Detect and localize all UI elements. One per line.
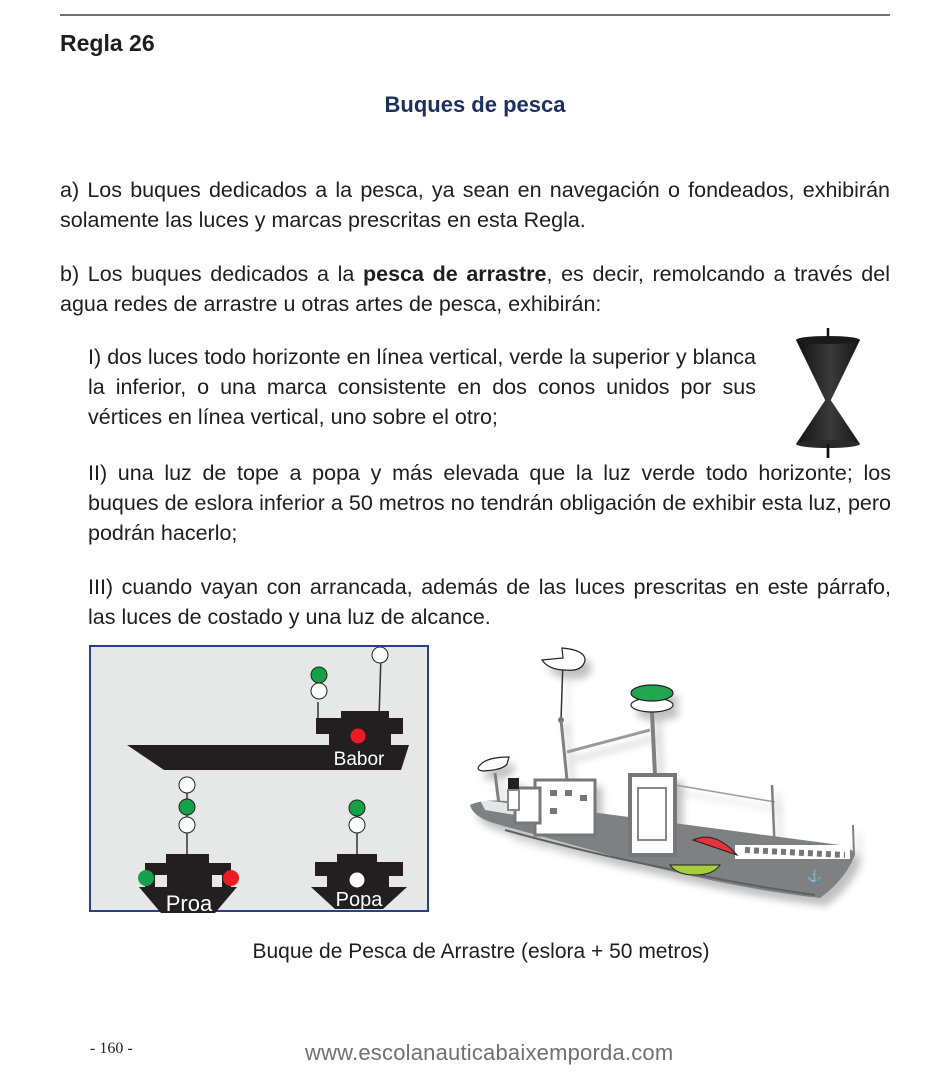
- footer-website-link[interactable]: www.escolanauticabaixemporda.com: [305, 1040, 674, 1065]
- babor-label: Babor: [333, 749, 385, 770]
- figure-caption: Buque de Pesca de Arrastre (eslora + 50 metros): [252, 940, 710, 963]
- paragraph-b: [60, 259, 890, 319]
- item-i: I) dos luces todo horizonte en línea vertical, verde la superior y blanca la inferior, o una marca consistente en dos conos unidos por sus vértices en línea vertical, uno sobre el otro;: [88, 345, 756, 429]
- item-iii: III) cuando vayan con arrancada, además de las luces prescritas en este párrafo, las luces de costado y una luz de alcance.: [88, 575, 891, 629]
- paragraph-a: a) Los buques dedicados a la pesca, ya sean en navegación o fondeados, exhibirán solamente las luces y marcas prescritas en esta Regla.: [60, 178, 890, 232]
- proa-label: Proa: [165, 891, 213, 914]
- paragraph-b-bold: pesca de arrastre: [362, 262, 547, 286]
- paragraph-b-prefix: b) Los buques dedicados a la: [60, 262, 363, 286]
- section-title: Buques de pesca: [384, 92, 566, 117]
- page-number: - 160 -: [90, 1040, 133, 1057]
- side-view-ship: [127, 647, 409, 770]
- anchor-icon: ⚓: [807, 869, 822, 883]
- rule-title: Regla 26: [60, 30, 155, 56]
- header-divider: [60, 14, 890, 16]
- popa-label: Popa: [335, 889, 383, 911]
- trawler-illustration: [445, 640, 870, 930]
- paragraph-b-suffix: , es decir, remolcando a través del agua redes de arrastre u otras artes de pesca, exhibirán:: [60, 262, 891, 316]
- bow-view-ship: [138, 777, 239, 914]
- item-ii: II) una luz de tope a popa y más elevada que la luz verde todo horizonte; los buques de eslora inferior a 50 metros no tendrán obligación de exhibir esta luz, pero podrán hacerlo;: [88, 461, 891, 545]
- stern-view-ship: [311, 800, 407, 911]
- lights-diagram: [89, 645, 429, 912]
- two-cones-shape-icon: [790, 318, 865, 458]
